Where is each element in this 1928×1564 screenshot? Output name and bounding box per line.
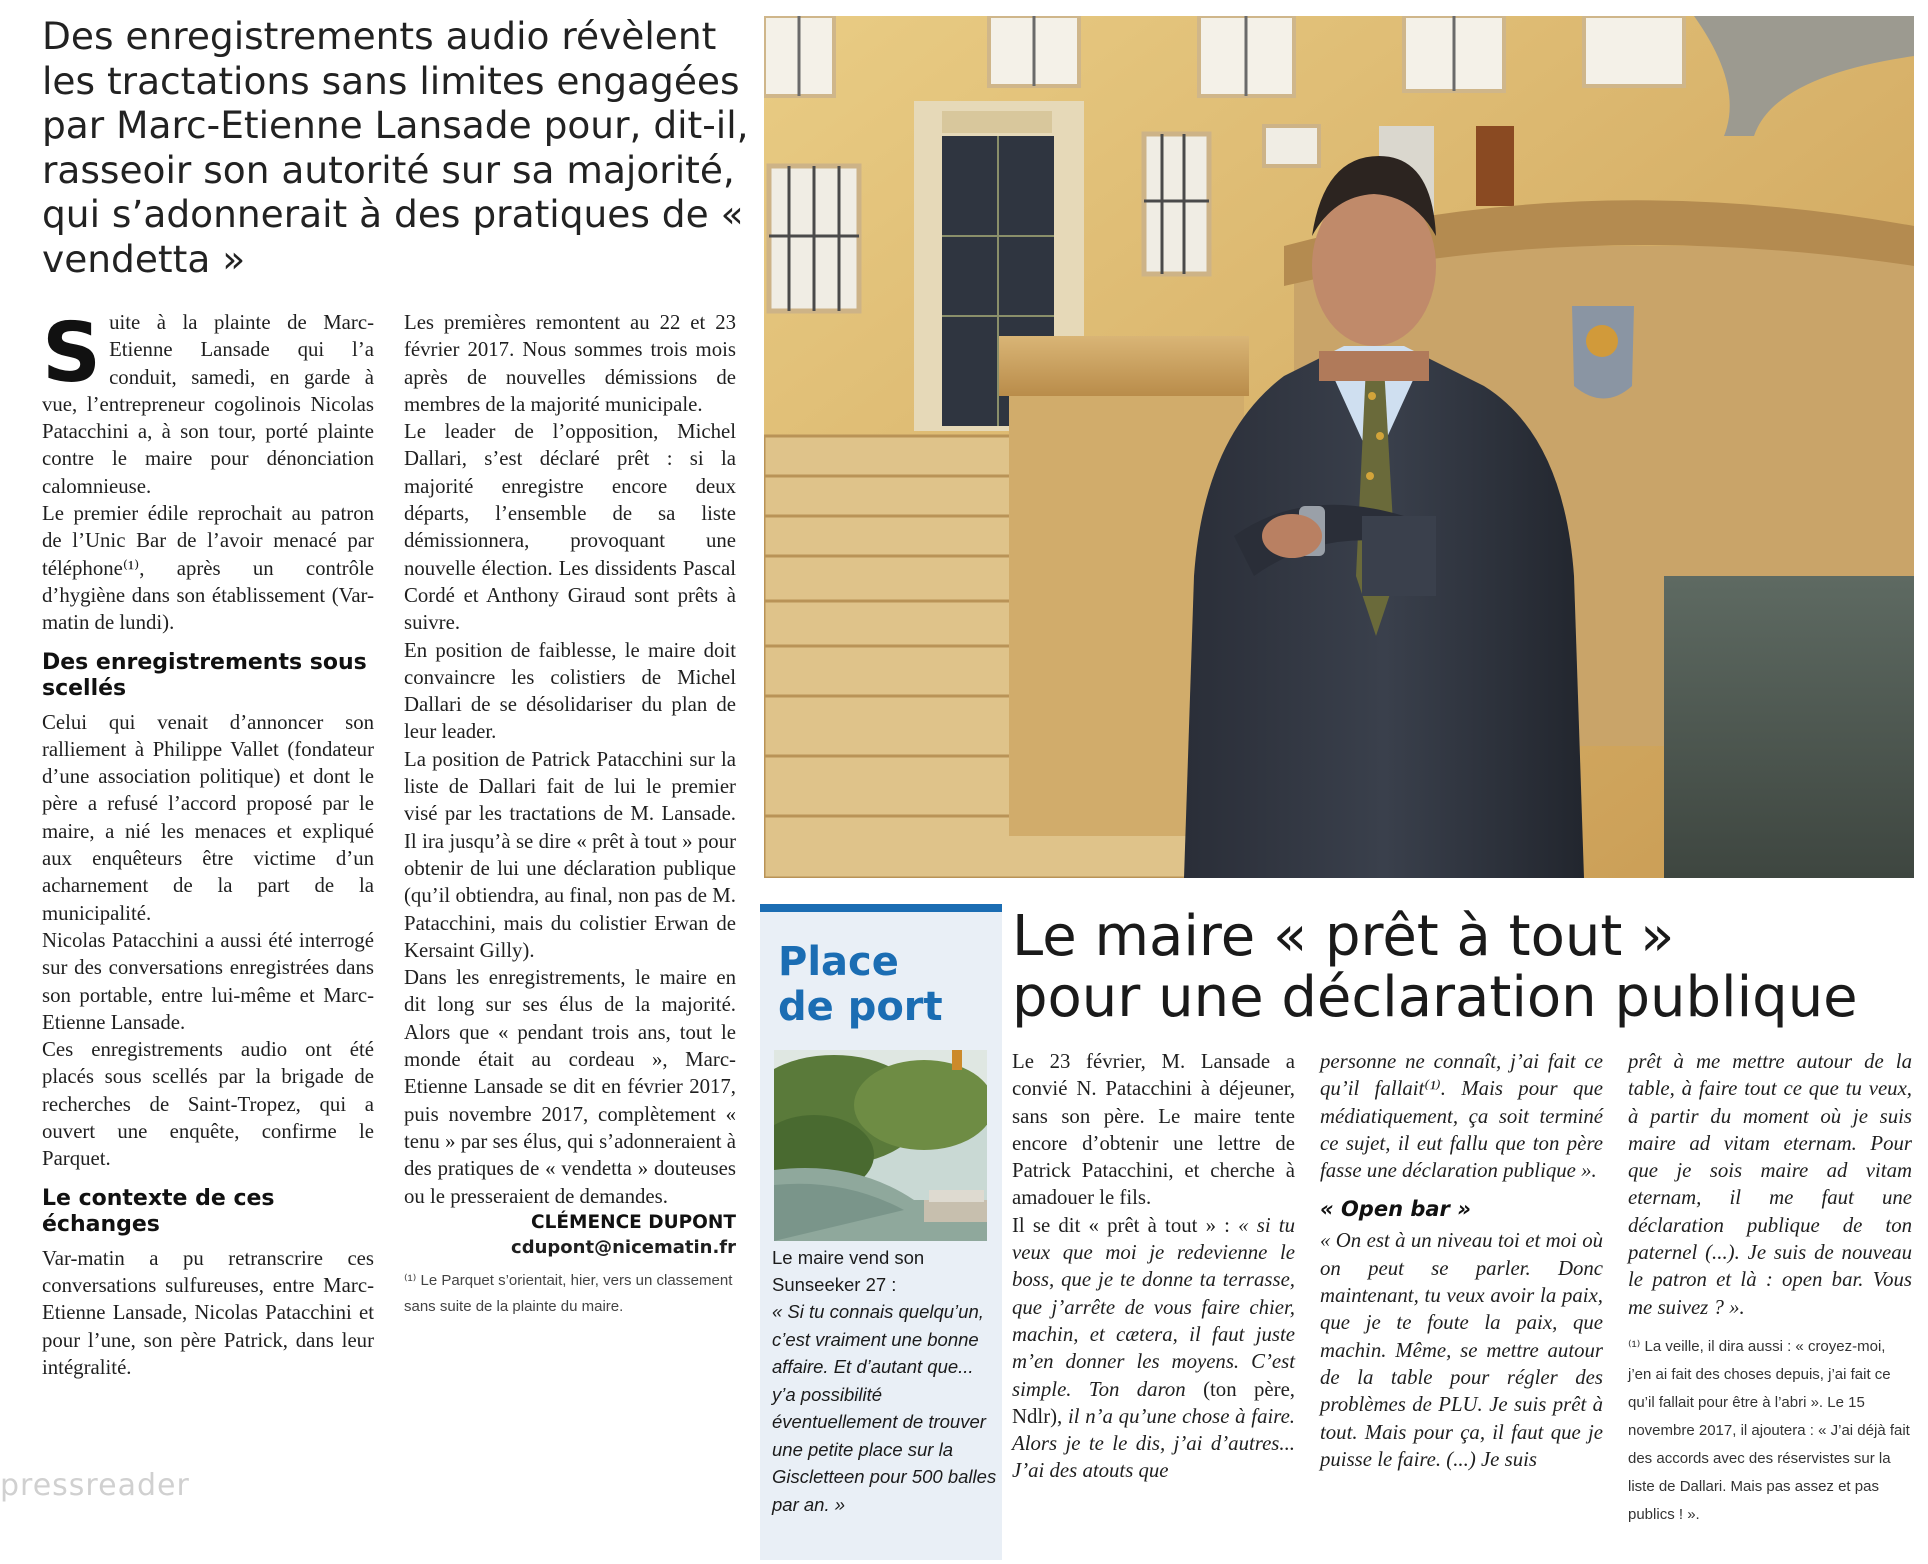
sidebar-caption-quote: « Si tu connais quelqu’un, c’est vraiment une bonne affaire. Et d’autant que... y’a possibilité éventuellement de trouver une petite place sur la Giscletteen pour 500 balles par an. »: [772, 1301, 997, 1515]
article-paragraph: En position de faiblesse, le maire doit convaincre les colistiers de Michel Dallari de se désolidariser du plan de leur leader.: [404, 638, 736, 744]
article-paragraph: Il se dit « prêt à tout » : « si tu veux que moi je redevienne le boss, que je te donne ta terrasse, que j’arrête de vous faire chier, machin, et cætera, il faut juste m’en donner les moyens. C’est simple. Ton daron (ton père, Ndlr), il n’a qu’une chose à faire. Alors je te le dis, j’ai d’autres... J’ai des atouts que: [1012, 1213, 1296, 1483]
article-paragraph: Celui qui venait d’annoncer son ralliement à Philippe Vallet (fondateur d’une association politique) et dont le père a refusé l’accord proposé par le maire, a nié les menaces et expliqué aux enquêteurs être victime d’un acharnement de la part de la municipalité.: [42, 710, 374, 925]
article-paragraph: prêt à me mettre autour de la table, à faire tout ce que tu veux, à partir du moment où je suis maire ad vitam eternam. Pour que je sois maire ad vitam eternam, il me faut une déclaration publique de ton paternel (...). Je suis de nouveau le patron et là : open bar. Vous me suivez ? ».: [1628, 1050, 1912, 1319]
main-headline: Des enregistrements audio révèlent les tractations sans limites engagées par Marc-Etienne Lansade pour, dit-il, rasseoir son autorité sur sa majorité, qui s’adonnerait à des pratiques de « vendetta »: [42, 14, 749, 281]
subheading: Des enregistrements sous scellés: [42, 649, 367, 702]
article-paragraph: Le 23 février, M. Lansade a convié N. Patacchini à déjeuner, sans son père. Le maire tente encore d’obtenir une lettre de Patrick Patacchini, et cherche à amadouer le fils.: [1012, 1050, 1295, 1210]
article-paragraph: Nicolas Patacchini a aussi été interrogé sur des conversations enregistrées dans son portable, entre lui-même et Marc-Etienne Lansade.: [42, 928, 374, 1034]
article-paragraph: Le leader de l’opposition, Michel Dallari, s’est déclaré prêt : si la majorité enregistre encore deux départs, l’ensemble de sa liste démissionnera, provoquant une nouvelle élection. Les dissidents Pascal Cordé et Anthony Giraud sont prêts à suivre.: [404, 420, 736, 635]
interview-column-3: [1628, 1048, 1912, 1529]
article-paragraph: Suite à la plainte de Marc-Etienne Lansade qui l’a conduit, samedi, en garde à vue, l’entrepreneur cogolinois Nicolas Patacchini a, à son tour, porté plainte contre le maire pour dénonciation calomnieuse.: [42, 306, 374, 498]
subheading: Le contexte de ces échanges: [42, 1185, 275, 1238]
footnote: ⁽¹⁾ La veille, il dira aussi : « croyez-moi, j’en ai fait des choses depuis, j’ai fait ce qu’il fallait pour être à l’abri ». Le 15 novembre 2017, il ajoutera : « J’ai déjà fait des accords avec des réservistes sur la liste de Dallari. Mais pas assez et pas publics ! ».: [1628, 1337, 1910, 1523]
article-paragraph: La position de Patrick Patacchini sur la liste de Dallari fait de lui le premier visé par les tractations de M. Lansade. Il ira jusqu’à se dire « prêt à tout » pour obtenir de lui une déclaration publique (qu’il obtiendra, au final, non pas de M. Patacchini, mais du colistier Erwan de Kersaint Gilly).: [404, 747, 736, 962]
footnote: ⁽¹⁾ Le Parquet s’orientait, hier, vers un classement sans suite de la plainte du maire.: [404, 1271, 733, 1315]
article-column-1: [42, 306, 374, 1381]
sidebar-photo: [774, 1050, 987, 1241]
article-column-2: [404, 309, 736, 1320]
article-paragraph: Le premier édile reprochait au patron de l’Unic Bar de l’avoir menacé par téléphone⁽¹⁾, après un contrôle d’hygiène dans son établissement (Var-matin de lundi).: [42, 502, 374, 635]
subheading: « Open bar »: [1320, 1197, 1471, 1222]
interview-column-2: [1320, 1048, 1603, 1473]
article-paragraph: Ces enregistrements audio ont été placés sous scellés par la brigade de recherches de Saint-Tropez, qui a ouvert une enquête, confirme le Parquet.: [42, 1038, 374, 1171]
article-paragraph: « On est à un niveau toi et moi où on peut se parler. Donc maintenant, tu veux avoir la paix, que je te foute la paix, que machin. Même, se mettre autour de la table pour régler des problèmes de PLU. Je suis prêt à tout. Mais pour ça, il faut que je puisse le faire. (...) Je suis: [1320, 1229, 1603, 1471]
author-email: cdupont@nicematin.fr: [511, 1236, 736, 1258]
article-paragraph: Dans les enregistrements, le maire en dit long sur ses élus de la majorité. Alors que « pendant trois ans, tout le monde était au cordeau », Marc-Etienne Lansade se dit en février 2017, puis novembre 2017, complètement « tenu » par ses élus, qui s’adonneraient à des pratiques de « vendetta » douteuses ou le presseraient de demandes.: [404, 966, 736, 1208]
article-paragraph: Les premières remontent au 22 et 23 février 2017. Nous sommes trois mois après de nouvelles démissions de membres de la majorité municipale.: [404, 311, 736, 416]
main-photo: [764, 16, 1914, 878]
sidebar-title: Place de port: [778, 939, 943, 1030]
interview-headline: Le maire « prêt à tout » pour une déclaration publique: [1012, 904, 1858, 1030]
drop-cap: S: [42, 306, 102, 401]
interview-column-1: [1012, 1048, 1295, 1485]
watermark: pressreader: [0, 1468, 190, 1503]
sidebar-caption-heading: Le maire vend son Sunseeker 27 :: [772, 1247, 925, 1295]
sidebar-box: [760, 904, 1002, 1560]
article-paragraph: Var-matin a pu retranscrire ces conversations sulfureuses, entre Marc-Etienne Lansade, Nicolas Patacchini et pour l’une, son père Patrick, dans leur intégralité.: [42, 1246, 374, 1379]
article-paragraph: personne ne connaît, j’ai fait ce qu’il fallait⁽¹⁾. Mais pour que médiatiquement, ça soit terminé ce sujet, il eut fallu que ton père fasse une déclaration publique ».: [1320, 1050, 1603, 1183]
author-name: CLÉMENCE DUPONT: [531, 1211, 736, 1233]
